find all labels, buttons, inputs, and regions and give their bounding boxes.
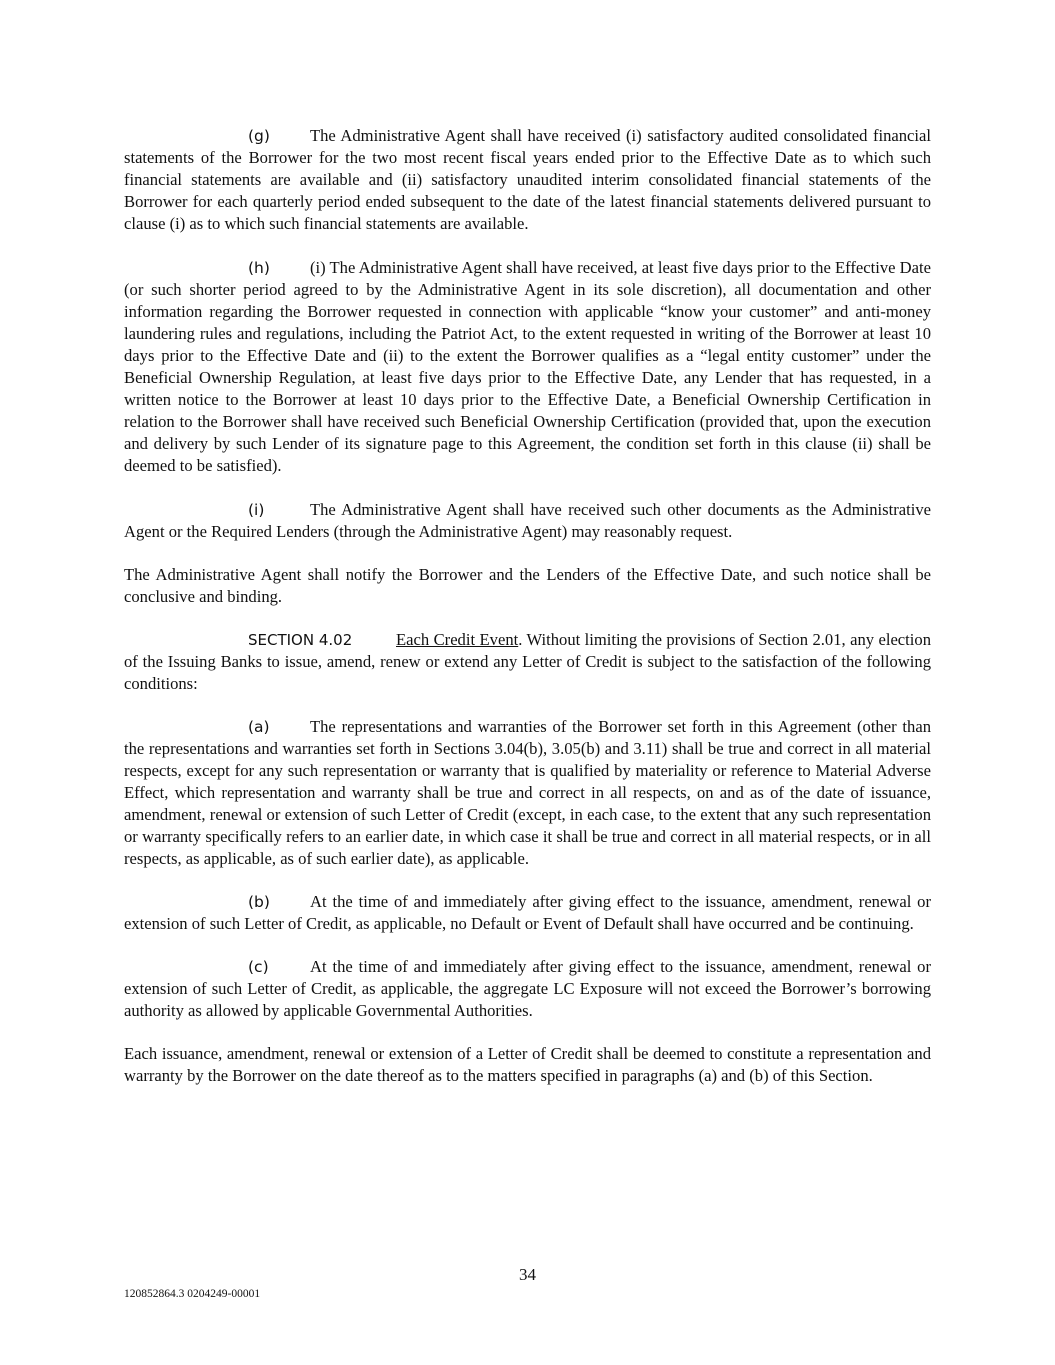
paragraph-h: [124, 257, 931, 477]
paragraph-a-marker: (a): [248, 718, 270, 736]
paragraph-c-text: At the time of and immediately after giving effect to the issuance, amendment, renewal or extension of such Letter of Credit, as applicable, the aggregate LC Exposure will not exceed the Borrower’s borrowing authority as allowed by applicable Governmental Authorities.: [124, 957, 931, 1020]
closing-paragraph: Each issuance, amendment, renewal or extension of a Letter of Credit shall be deemed to constitute a representation and warranty by the Borrower on the date thereof as to the matters specified in paragraphs (a) and (b) of this Section.: [124, 1044, 931, 1085]
paragraph-a: [124, 716, 931, 870]
paragraph-g-text: The Administrative Agent shall have received (i) satisfactory audited consolidated financial statements of the Borrower for the two most recent fiscal years ended prior to the Effective Date as to which such financial statements are available and (ii) satisfactory unaudited interim consolidated financial statements of the Borrower for each quarterly period ended subsequent to the date of the latest financial statements delivered pursuant to clause (i) as to which such financial statements are available.: [124, 126, 931, 233]
section-text: . Without limiting the provisions of Section 2.01, any election of the Issuing Banks to issue, amend, renew or extend any Letter of Credit is subject to the satisfaction of the following conditions:: [124, 630, 931, 693]
paragraph-g-marker: (g): [248, 127, 270, 145]
paragraph-a-text: The representations and warranties of the Borrower set forth in this Agreement (other than the representations and warranties set forth in Sections 3.04(b), 3.05(b) and 3.11) shall be true and correct in all material respects, except for any such representation or warranty that is qualified by materiality or reference to Material Adverse Effect, which representation and warranty shall be true and correct in all respects, on and as of the date of issuance, amendment, renewal or extension of such Letter of Credit (except, in each case, to the extent that any such representation or warranty specifically refers to an earlier date, in which case it shall be true and correct in all material respects, or in all respects, as applicable, as of such earlier date), as applicable.: [124, 717, 931, 868]
paragraph-h-text: (i) The Administrative Agent shall have received, at least five days prior to the Effective Date (or such shorter period agreed to by the Administrative Agent in its sole discretion), all documentation and other information regarding the Borrower requested in connection with applicable “know your customer” and anti-money laundering rules and regulations, including the Patriot Act, to the extent requested in writing of the Borrower at least 10 days prior to the Effective Date and (ii) to the extent the Borrower qualifies as a “legal entity customer” under the Beneficial Ownership Regulation, at least five days prior to the Effective Date, any Lender that has requested, in a written notice to the Borrower at least 10 days prior to the Effective Date, a Beneficial Ownership Certification in relation to the Borrower shall have received such Beneficial Ownership Certification (provided that, upon the execution and delivery by such Lender of its signature page to this Agreement, the condition set forth in this clause (ii) shall be deemed to be satisfied).: [124, 258, 931, 475]
paragraph-b: [124, 891, 931, 935]
document-id: 120852864.3 0204249-00001: [124, 1288, 261, 1300]
section-label: SECTION 4.02: [248, 631, 353, 649]
paragraph-b-text: At the time of and immediately after giving effect to the issuance, amendment, renewal or extension of such Letter of Credit, as applicable, no Default or Event of Default shall have occurred and be continuing.: [124, 892, 931, 933]
paragraph-c-marker: (c): [248, 958, 269, 976]
page-number: 34: [519, 1265, 536, 1284]
paragraph-i-marker: (i): [248, 501, 265, 519]
paragraph-b-marker: (b): [248, 893, 270, 911]
paragraph-h-marker: (h): [248, 259, 270, 277]
paragraph-g: [124, 125, 931, 235]
section-4-02: [124, 629, 931, 695]
paragraph-i-text: The Administrative Agent shall have received such other documents as the Administrative Agent or the Required Lenders (through the Administrative Agent) may reasonably request.: [124, 500, 931, 541]
document-body: [124, 125, 931, 1087]
notice-paragraph: The Administrative Agent shall notify the Borrower and the Lenders of the Effective Date, and such notice shall be conclusive and binding.: [124, 565, 931, 606]
section-heading: Each Credit Event: [396, 630, 519, 649]
paragraph-i: [124, 499, 931, 543]
paragraph-c: [124, 956, 931, 1022]
